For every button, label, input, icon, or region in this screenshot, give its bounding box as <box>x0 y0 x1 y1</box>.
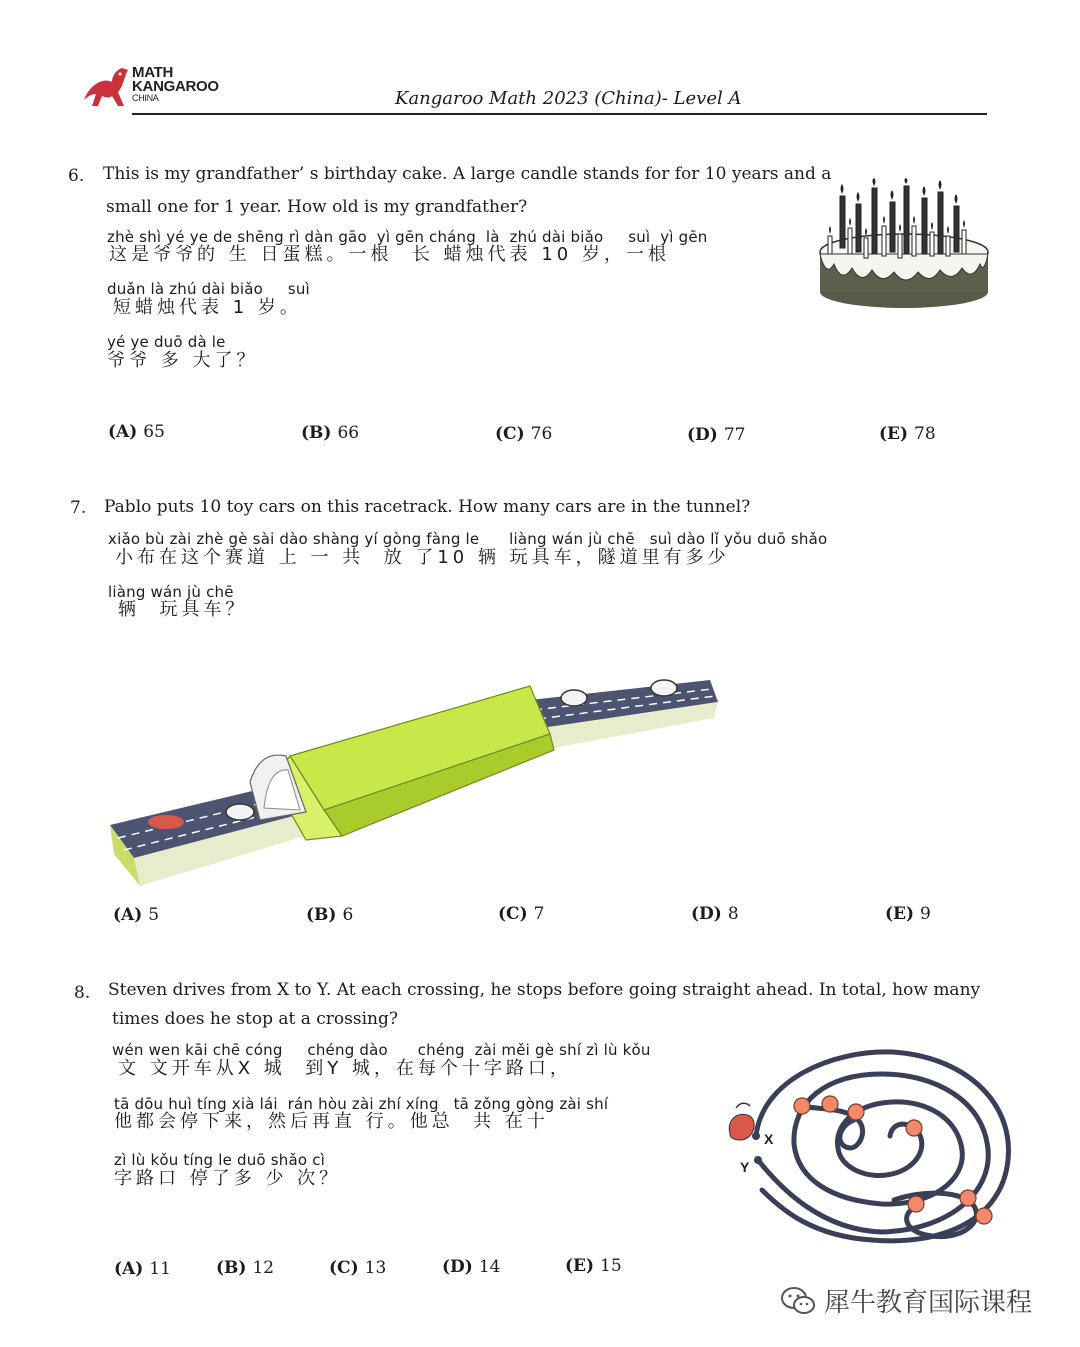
question-6-hanzi-line2: 短蜡烛代表 1 岁。 <box>113 297 302 318</box>
red-toy-car <box>148 815 184 829</box>
end-point-label: Y <box>740 1159 750 1175</box>
start-point-label: X <box>764 1131 774 1147</box>
question-8-option-b[interactable]: (B) 12 <box>216 1258 275 1278</box>
logo-line-china: CHINA <box>132 93 159 103</box>
page-title: Kangaroo Math 2023 (China)- Level A <box>395 88 742 109</box>
birthday-cake-illustration <box>812 178 992 310</box>
question-8-pinyin-line2: tā dōu huì tíng xià lái rán hòu zài zhí xíng tā zǒng gòng zài shí <box>114 1095 609 1113</box>
question-8-hanzi-line2: 他都会停下来，然后再直 行。他总 共 在十 <box>114 1111 549 1132</box>
question-6-option-a[interactable]: (A) 65 <box>108 422 165 442</box>
question-6-text-line1: This is my grandfather’ s birthday cake. A large candle stands for for 10 years and a <box>103 164 832 184</box>
watermark-text: 犀牛教育国际课程 <box>824 1288 1033 1318</box>
question-6-pinyin-line2: duǎn là zhú dài biǎo suì <box>107 280 310 298</box>
question-8-number: 8. <box>74 983 91 1003</box>
question-6-hanzi-line3: 爷爷 多 大了？ <box>107 350 259 371</box>
logo-wordmark <box>132 66 219 103</box>
question-8-option-a[interactable]: (A) 11 <box>114 1259 171 1279</box>
question-8-pinyin-line3: zì lù kǒu tíng le duō shǎo cì <box>114 1151 326 1169</box>
question-6-text-line2: small one for 1 year. How old is my grandfather? <box>106 197 528 217</box>
question-7-hanzi-line2: 辆 玩具车？ <box>118 599 248 620</box>
car-icon <box>729 1114 754 1140</box>
kangaroo-logo-icon <box>82 66 130 108</box>
question-7-pinyin-line2: liàng wán jù chē <box>108 583 234 601</box>
white-toy-car <box>226 804 254 820</box>
white-toy-car <box>651 680 677 696</box>
question-8-option-d[interactable]: (D) 14 <box>442 1257 501 1277</box>
question-8-pinyin-line1: wén wen kāi chē cóng chéng dào chéng zài měi gè shí zì lù kǒu <box>112 1041 651 1059</box>
wechat-watermark <box>780 1282 1032 1319</box>
question-8-hanzi-line1: 文 文开车从X 城 到Y 城，在每个十字路口， <box>118 1058 572 1079</box>
question-6-hanzi-line1: 这是爷爷的 生 日蛋糕。一根 长 蜡烛代表 10 岁，一根 <box>109 244 670 265</box>
question-6-option-c[interactable]: (C) 76 <box>495 424 553 444</box>
question-7-hanzi-line1: 小布在这个赛道 上 一 共 放 了10 辆 玩具车，隧道里有多少 <box>115 547 730 568</box>
question-7-option-e[interactable]: (E) 9 <box>885 904 931 924</box>
question-7-option-c[interactable]: (C) 7 <box>498 904 545 924</box>
racetrack-tunnel-illustration <box>110 640 730 890</box>
question-8-text-line2: times does he stop at a crossing? <box>112 1009 398 1029</box>
question-6-pinyin-line3: yé ye duō dà le <box>107 333 226 351</box>
question-8-option-c[interactable]: (C) 13 <box>329 1258 387 1278</box>
question-7-option-a[interactable]: (A) 5 <box>113 905 160 925</box>
question-7-option-b[interactable]: (B) 6 <box>306 905 354 925</box>
question-8-option-e[interactable]: (E) 15 <box>565 1256 622 1276</box>
spiral-road-diagram <box>722 1040 1022 1256</box>
question-8-hanzi-line3: 字路口 停了多 少 次？ <box>114 1168 342 1189</box>
question-6-option-d[interactable]: (D) 77 <box>687 425 746 445</box>
question-6-pinyin-line1: zhè shì yé ye de shēng rì dàn gāo yì gēn cháng là zhú dài biǎo suì yì gēn <box>107 228 708 246</box>
question-7-pinyin-line1: xiǎo bù zài zhè gè sài dào shàng yí gòng fàng le liàng wán jù chē suì dào lǐ yǒu duō shǎo <box>108 530 828 548</box>
question-6-number: 6. <box>68 166 85 186</box>
white-toy-car <box>561 690 587 706</box>
logo-line-kangaroo: KANGAROO <box>132 78 219 95</box>
logo-line-math: MATH <box>132 64 174 81</box>
question-7-number: 7. <box>70 498 87 518</box>
question-8-text-line1: Steven drives from X to Y. At each crossing, he stops before going straight ahead. In total, how many <box>108 980 981 1000</box>
question-7-text-line1: Pablo puts 10 toy cars on this racetrack. How many cars are in the tunnel? <box>104 497 751 517</box>
question-6-option-b[interactable]: (B) 66 <box>301 423 360 443</box>
header-divider <box>132 113 987 115</box>
question-6-option-e[interactable]: (E) 78 <box>879 424 936 444</box>
wechat-icon <box>780 1286 816 1316</box>
question-7-option-d[interactable]: (D) 8 <box>691 904 739 924</box>
